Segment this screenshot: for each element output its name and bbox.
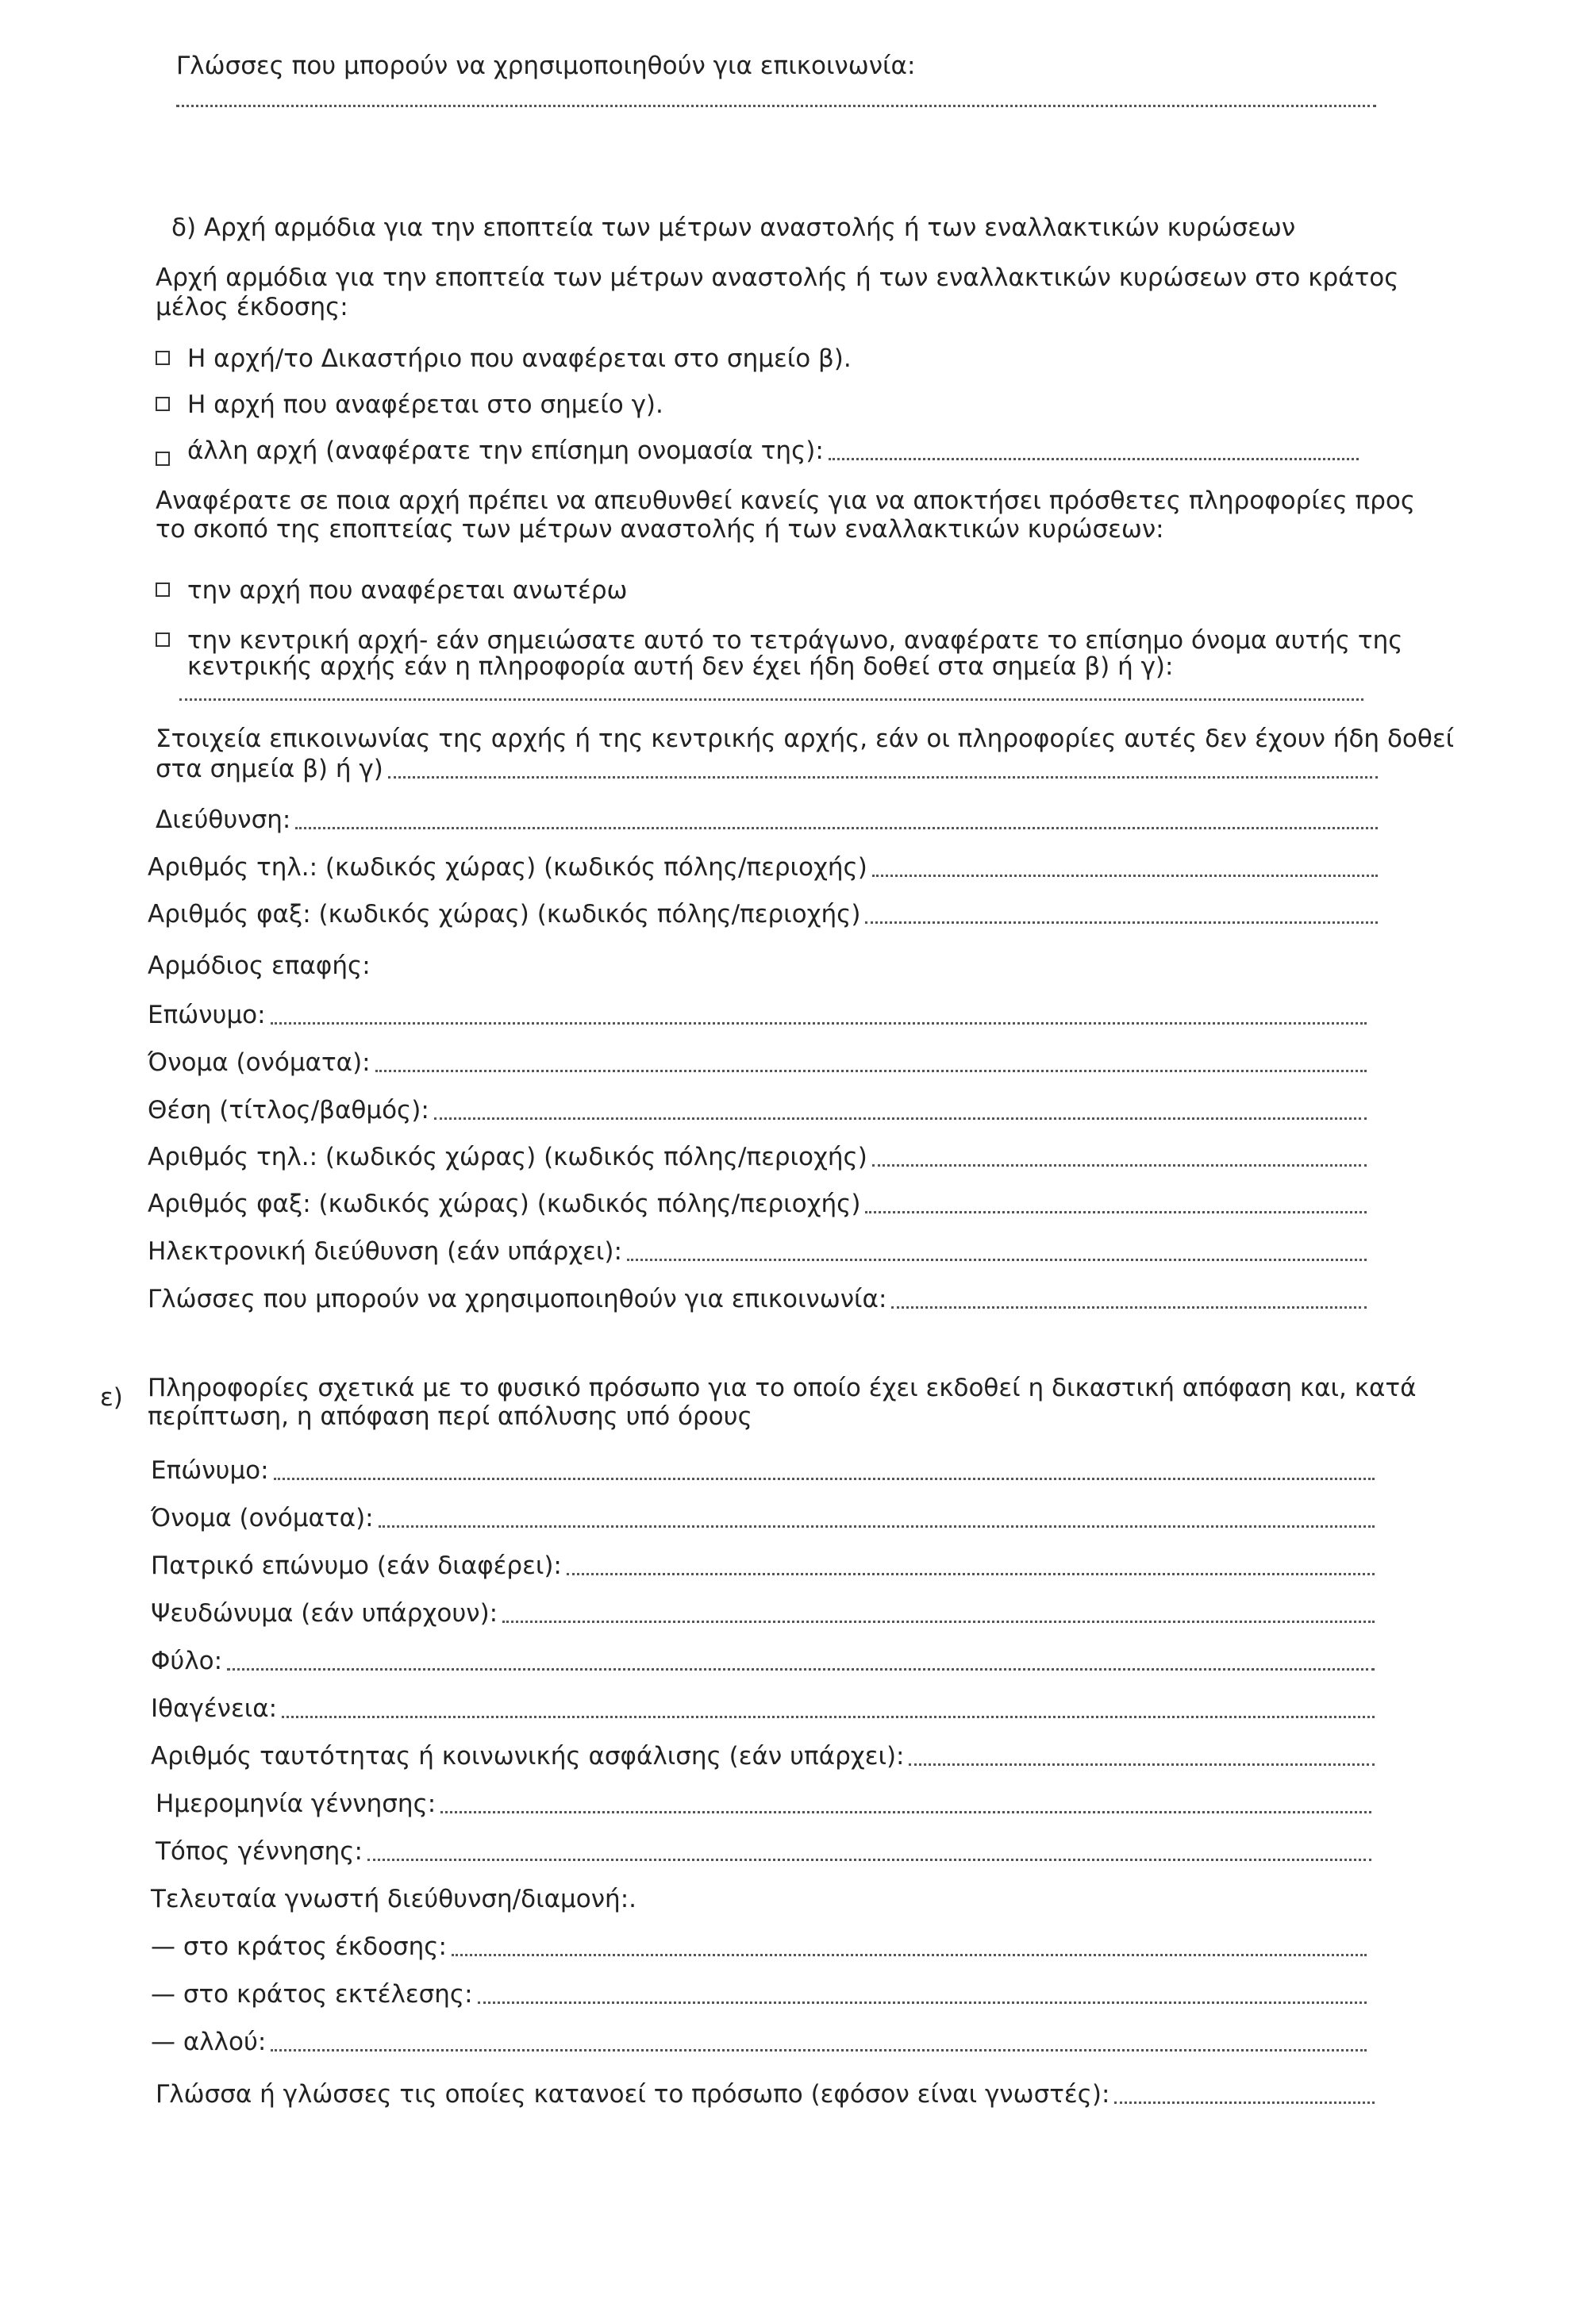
fill-line[interactable]	[274, 1478, 1375, 1480]
person-surname-field[interactable]	[148, 1002, 1367, 1030]
section-d-intro-line1: Αρχή αρμόδια για την εποπτεία των μέτρων αναστολής ή των εναλλακτικών κυρώσεων στο κράτος	[156, 263, 1399, 292]
checkbox[interactable]	[156, 397, 170, 411]
field-label: Φύλο:	[151, 1647, 223, 1675]
address-field[interactable]	[156, 806, 1378, 835]
fill-line[interactable]	[367, 1859, 1371, 1861]
fill-line[interactable]	[282, 1716, 1375, 1718]
person-email-field[interactable]	[148, 1238, 1367, 1267]
section-d-intro-line2: μέλος έκδοσης:	[156, 293, 348, 321]
subject-sex-field[interactable]	[151, 1648, 1375, 1676]
fill-line[interactable]	[909, 1763, 1375, 1766]
phone-field[interactable]	[148, 854, 1378, 882]
field-label: Αριθμός ταυτότητας ή κοινωνικής ασφάλισης (εάν υπάρχει):	[151, 1742, 905, 1771]
field-label: Επώνυμο:	[148, 1001, 266, 1029]
fill-line[interactable]	[891, 1306, 1367, 1309]
fill-line[interactable]	[872, 1164, 1367, 1167]
section-d-heading: δ) Αρχή αρμόδια για την εποπτεία των μέτρων αναστολής ή των εναλλακτικών κυρώσεων	[171, 213, 1296, 242]
checkbox[interactable]	[156, 452, 170, 466]
fill-line[interactable]	[271, 2049, 1367, 2051]
section-e-marker: ε)	[100, 1383, 123, 1412]
address-issuing-state-field[interactable]	[151, 1933, 1367, 1962]
field-label: Γλώσσα ή γλώσσες τις οποίες κατανοεί το πρόσωπο (εφόσον είναι γνωστές):	[156, 2080, 1110, 2109]
field-label: Ηλεκτρονική διεύθυνση (εάν υπάρχει):	[148, 1237, 622, 1266]
field-label: Αριθμός φαξ: (κωδικός χώρας) (κωδικός πόλης/περιοχής)	[148, 900, 861, 929]
field-label: Ιθαγένεια:	[151, 1694, 278, 1723]
field-label: Θέση (τίτλος/βαθμός):	[148, 1096, 429, 1125]
option-court-b[interactable]	[156, 345, 852, 374]
last-address-label: Τελευταία γνωστή διεύθυνση/διαμονή:.	[151, 1885, 636, 1913]
field-label: Ημερομηνία γέννησης:	[156, 1790, 436, 1818]
fax-field[interactable]	[148, 901, 1378, 929]
details-label: στα σημεία β) ή γ)	[156, 755, 383, 783]
checkbox[interactable]	[156, 583, 170, 597]
fill-line[interactable]	[865, 1211, 1367, 1213]
field-label: — στο κράτος εκτέλεσης:	[151, 1980, 473, 2009]
fill-line[interactable]	[271, 1022, 1367, 1025]
person-name-field[interactable]	[148, 1049, 1367, 1078]
section-e-heading-line2: περίπτωση, η απόφαση περί απόλυσης υπό όρους	[148, 1402, 752, 1431]
option-label: Η αρχή που αναφέρεται στο σημείο γ).	[187, 390, 663, 419]
details-line1: Στοιχεία επικοινωνίας της αρχής ή της κεντρικής αρχής, εάν οι πληροφορίες αυτές δεν έχουν ήδη δοθεί	[156, 725, 1455, 753]
fill-line[interactable]	[440, 1811, 1371, 1813]
fill-line[interactable]	[295, 827, 1378, 829]
fill-line[interactable]	[434, 1117, 1367, 1120]
person-phone-field[interactable]	[148, 1144, 1367, 1172]
field-label: Όνομα (ονόματα):	[148, 1048, 371, 1077]
option-label: την κεντρική αρχή- εάν σημειώσατε αυτό το τετράγωνο, αναφέρατε το επίσημο όνομα αυτής της	[187, 626, 1403, 655]
field-label: Αριθμός φαξ: (κωδικός χώρας) (κωδικός πόλης/περιοχής)	[148, 1190, 861, 1218]
fill-line[interactable]	[865, 921, 1378, 924]
field-label: Πατρικό επώνυμο (εάν διαφέρει):	[151, 1552, 562, 1580]
field-label: — αλλού:	[151, 2028, 267, 2056]
subject-id-number-field[interactable]	[151, 1743, 1375, 1771]
field-label: Τόπος γέννησης:	[156, 1837, 363, 1866]
checkbox[interactable]	[156, 351, 170, 365]
fill-line[interactable]	[452, 1954, 1367, 1956]
option-label: άλλη αρχή (αναφέρατε την επίσημη ονομασία της):	[187, 436, 824, 465]
central-authority-fill-line[interactable]	[179, 698, 1363, 701]
fill-line[interactable]	[478, 2001, 1367, 2004]
field-label: — στο κράτος έκδοσης:	[151, 1932, 447, 1961]
person-position-field[interactable]	[148, 1097, 1367, 1125]
subject-father-name-field[interactable]	[151, 1552, 1375, 1581]
option-label: Η αρχή/το Δικαστήριο που αναφέρεται στο σημείο β).	[187, 344, 852, 373]
languages-label: Γλώσσες που μπορούν να χρησιμοποιηθούν για επικοινωνία:	[176, 52, 916, 80]
subject-language-field[interactable]	[156, 2081, 1375, 2109]
person-languages-field[interactable]	[148, 1286, 1367, 1314]
section-e-heading-line1: Πληροφορίες σχετικά με το φυσικό πρόσωπο για το οποίο έχει εκδοθεί η δικαστική απόφαση και, κατά	[148, 1374, 1417, 1402]
contact-person-label: Αρμόδιος επαφής:	[148, 952, 371, 980]
fill-line[interactable]	[502, 1621, 1375, 1623]
subject-birth-date-field[interactable]	[156, 1790, 1371, 1819]
central-authority-line2: κεντρικής αρχής εάν η πληροφορία αυτή δεν έχει ήδη δοθεί στα σημεία β) ή γ):	[187, 652, 1174, 681]
checkbox[interactable]	[156, 633, 170, 647]
address-elsewhere-field[interactable]	[151, 2028, 1367, 2057]
subject-name-field[interactable]	[151, 1505, 1375, 1533]
option-above-authority[interactable]	[156, 577, 627, 606]
fill-line[interactable]	[872, 875, 1378, 877]
fill-line[interactable]	[375, 1070, 1367, 1072]
subject-surname-field[interactable]	[151, 1457, 1375, 1486]
fill-line[interactable]	[388, 776, 1378, 779]
option-authority-c[interactable]	[156, 391, 663, 420]
option-central-authority[interactable]	[156, 627, 1402, 656]
contact-question-line2: το σκοπό της εποπτείας των μέτρων αναστολής ή των εναλλακτικών κυρώσεων:	[156, 515, 1164, 544]
option-label: την αρχή που αναφέρεται ανωτέρω	[187, 576, 628, 605]
person-fax-field[interactable]	[148, 1190, 1367, 1219]
address-executing-state-field[interactable]	[151, 1981, 1367, 2009]
fill-line[interactable]	[567, 1573, 1375, 1575]
fill-line[interactable]	[627, 1259, 1367, 1261]
field-label: Γλώσσες που μπορούν να χρησιμοποιηθούν για επικοινωνία:	[148, 1285, 887, 1313]
fill-line[interactable]	[227, 1668, 1375, 1671]
field-label: Αριθμός τηλ.: (κωδικός χώρας) (κωδικός πόλης/περιοχής)	[148, 1143, 867, 1171]
subject-birth-place-field[interactable]	[156, 1838, 1371, 1867]
fill-line[interactable]	[829, 458, 1359, 460]
field-label: Όνομα (ονόματα):	[151, 1504, 374, 1532]
fill-line[interactable]	[1114, 2101, 1375, 2104]
field-label: Διεύθυνση:	[156, 806, 291, 834]
contact-question-line1: Αναφέρατε σε ποια αρχή πρέπει να απευθυνθεί κανείς για να αποκτήσει πρόσθετες πληροφορίες προς	[156, 486, 1416, 515]
subject-aliases-field[interactable]	[151, 1600, 1375, 1628]
field-label: Ψευδώνυμα (εάν υπάρχουν):	[151, 1599, 498, 1628]
fill-line[interactable]	[379, 1525, 1375, 1528]
subject-nationality-field[interactable]	[151, 1695, 1375, 1724]
option-other-authority[interactable]	[156, 437, 1359, 466]
languages-fill-line[interactable]	[176, 105, 1376, 107]
field-label: Αριθμός τηλ.: (κωδικός χώρας) (κωδικός πόλης/περιοχής)	[148, 853, 867, 882]
details-line2[interactable]	[156, 756, 1378, 784]
field-label: Επώνυμο:	[151, 1456, 269, 1485]
